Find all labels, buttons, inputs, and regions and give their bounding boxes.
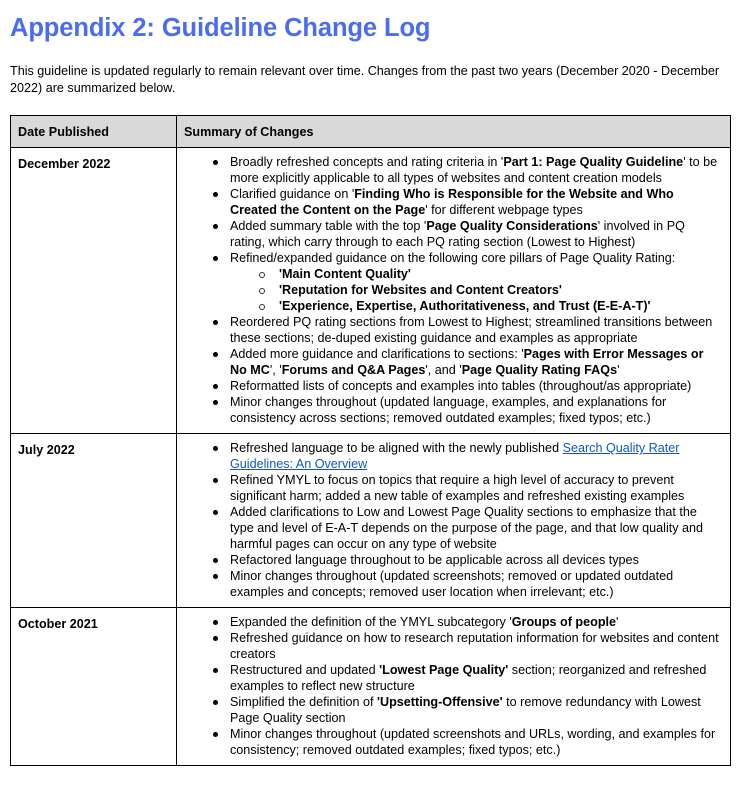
change-item: Broadly refreshed concepts and rating criteria in 'Part 1: Page Quality Guideline' to be more explicitly applicable to all types of websites and content creation models <box>177 154 722 186</box>
table-row <box>11 608 731 766</box>
change-item: Expanded the definition of the YMYL subcategory 'Groups of people' <box>177 614 722 630</box>
change-item: Restructured and updated 'Lowest Page Quality' section; reorganized and refreshed examples to reflect new structure <box>177 662 722 694</box>
sub-item: 'Reputation for Websites and Content Creators' <box>230 282 722 298</box>
sub-list <box>230 266 722 314</box>
change-item: Added clarifications to Low and Lowest Page Quality sections to emphasize that the type and level of E-A-T depends on the purpose of the page, and that low quality and harmful pages can occur on any type of website <box>177 504 722 552</box>
column-header-summary: Summary of Changes <box>177 116 731 148</box>
change-item: Reformatted lists of concepts and examples into tables (throughout/as appropriate) <box>177 378 722 394</box>
change-item: Minor changes throughout (updated screenshots and URLs, wording, and examples for consistency; removed outdated examples; fixed typos; etc.) <box>177 726 722 758</box>
date-published-cell: July 2022 <box>11 434 177 608</box>
sub-item: 'Experience, Expertise, Authoritativeness, and Trust (E-E-A-T)' <box>230 298 722 314</box>
table-row <box>11 434 731 608</box>
page-title: Appendix 2: Guideline Change Log <box>10 14 431 42</box>
change-item: Refreshed language to be aligned with the newly published Search Quality Rater Guidelines: An Overview <box>177 440 722 472</box>
summary-cell <box>177 148 731 434</box>
bold-section-name: Page Quality Considerations <box>426 219 598 233</box>
change-item: Simplified the definition of 'Upsetting-Offensive' to remove redundancy with Lowest Page Quality section <box>177 694 722 726</box>
intro-paragraph: This guideline is updated regularly to remain relevant over time. Changes from the past two years (December 2020 - December 2022) are summarized below. <box>10 64 720 95</box>
summary-cell <box>177 434 731 608</box>
date-published-cell: October 2021 <box>11 608 177 766</box>
bold-section-name: Page Quality Rating FAQs <box>461 363 618 377</box>
change-list <box>177 440 722 600</box>
bold-section-name: 'Upsetting-Offensive' <box>377 695 503 709</box>
overview-link[interactable]: Search Quality Rater Guidelines: An Overview <box>230 441 680 471</box>
column-header-date: Date Published <box>11 116 177 148</box>
change-item: Refreshed guidance on how to research reputation information for websites and content creators <box>177 630 722 662</box>
bold-section-name: Finding Who is Responsible for the Website and Who Created the Content on the Page <box>230 187 674 217</box>
date-published-cell: December 2022 <box>11 148 177 434</box>
change-item: Clarified guidance on 'Finding Who is Responsible for the Website and Who Created the Content on the Page' for different webpage types <box>177 186 722 218</box>
change-item: Minor changes throughout (updated language, examples, and explanations for consistency across sections; removed outdated examples; fixed typos; etc.) <box>177 394 722 426</box>
change-item: Refined/expanded guidance on the following core pillars of Page Quality Rating: 'Main Content Quality' 'Reputation for Websites and Content Creators' 'Experience, Expertise, Authoritativeness, and Trust (E-E-A-T)' <box>177 250 722 314</box>
bold-section-name: 'Lowest Page Quality' <box>379 663 509 677</box>
change-item: Added more guidance and clarifications to sections: 'Pages with Error Messages or No MC', 'Forums and Q&A Pages', and 'Page Quality Rating FAQs' <box>177 346 722 378</box>
sub-item: 'Main Content Quality' <box>230 266 722 282</box>
bold-section-name: Forums and Q&A Pages <box>281 363 426 377</box>
summary-cell <box>177 608 731 766</box>
change-log-table <box>10 115 731 766</box>
change-item: Added summary table with the top 'Page Quality Considerations' involved in PQ rating, which carry through to each PQ rating section (Lowest to Highest) <box>177 218 722 250</box>
table-header-row <box>11 116 731 148</box>
bold-section-name: Groups of people <box>511 615 617 629</box>
change-item: Refactored language throughout to be applicable across all devices types <box>177 552 722 568</box>
change-list <box>177 614 722 758</box>
change-item: Reordered PQ rating sections from Lowest to Highest; streamlined transitions between these sections; de-duped existing guidance and examples as appropriate <box>177 314 722 346</box>
table-row <box>11 148 731 434</box>
change-item: Refined YMYL to focus on topics that require a high level of accuracy to prevent significant harm; added a new table of examples and refreshed existing examples <box>177 472 722 504</box>
bold-section-name: Pages with Error Messages or No MC <box>230 347 704 377</box>
change-list <box>177 154 722 426</box>
change-item: Minor changes throughout (updated screenshots; removed or updated outdated examples and concepts; removed user location when irrelevant; etc.) <box>177 568 722 600</box>
bold-section-name: Part 1: Page Quality Guideline <box>503 155 684 169</box>
